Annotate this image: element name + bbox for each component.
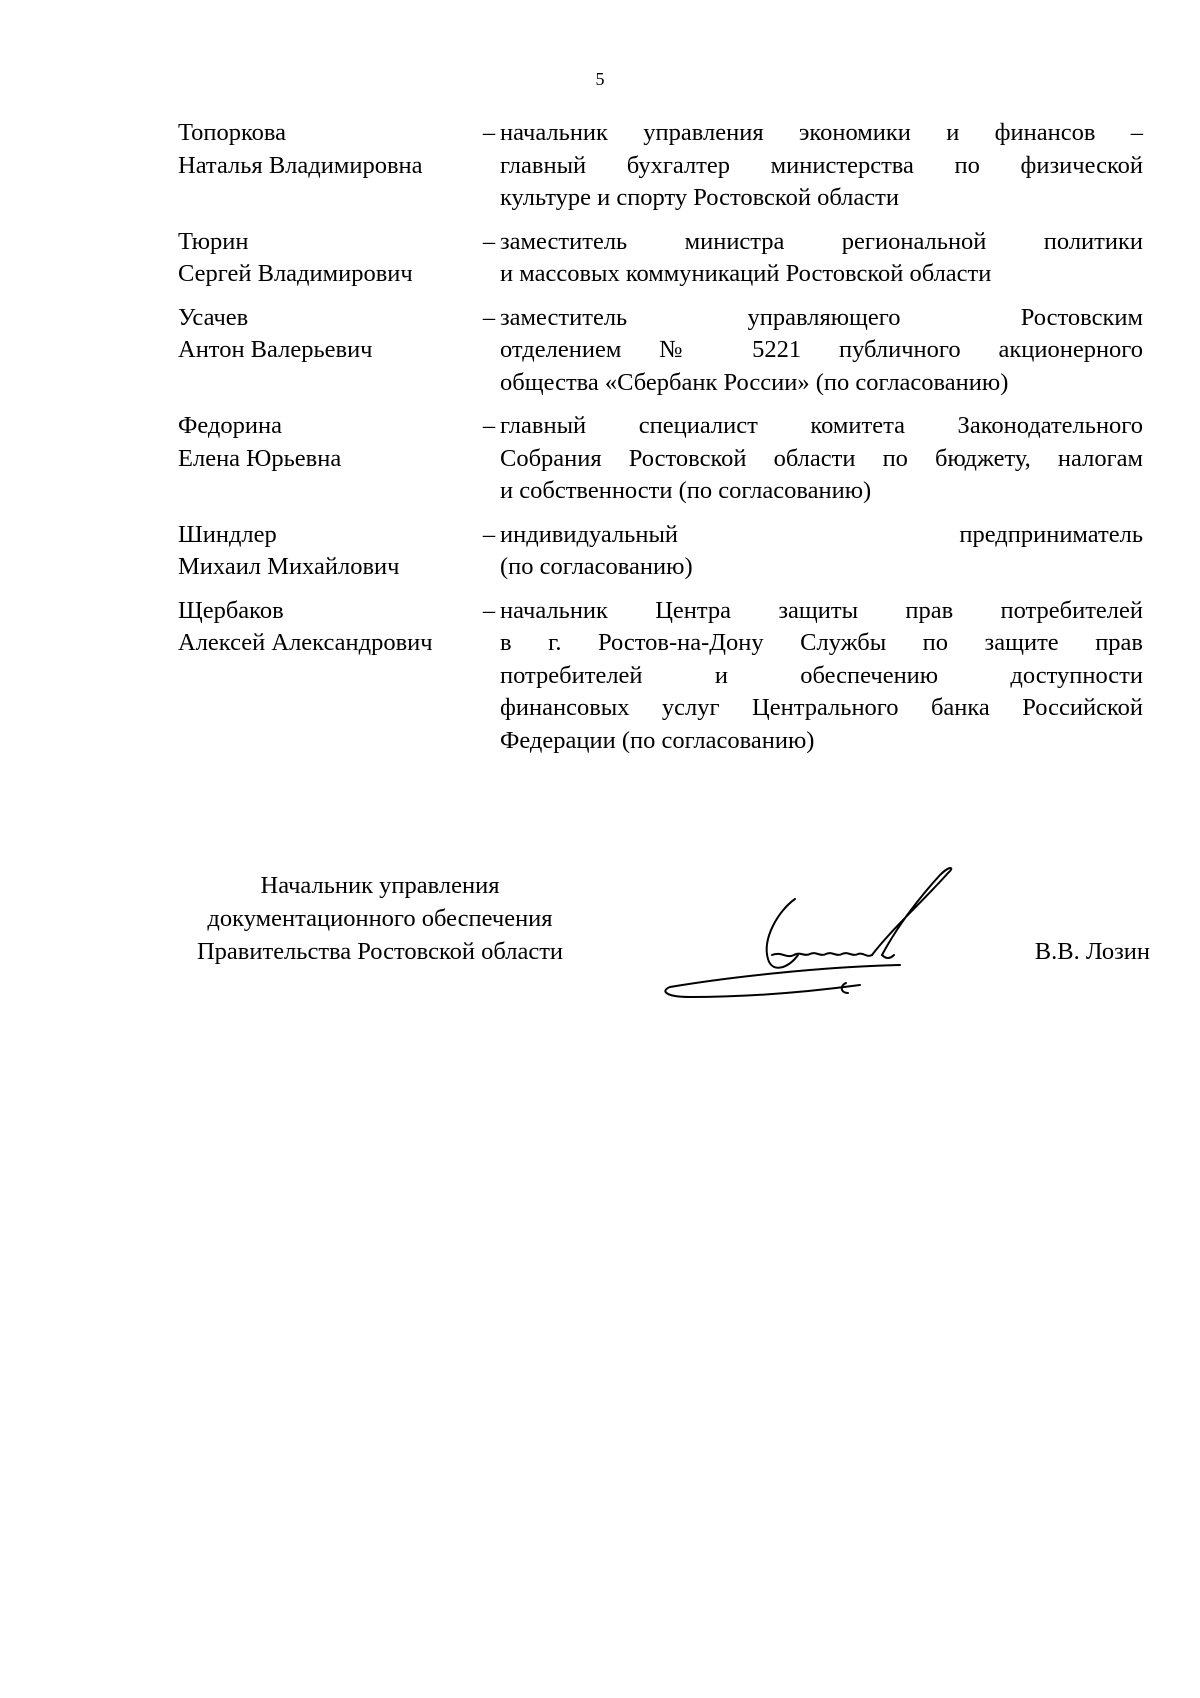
role-line: начальник управления экономики и финансов – (500, 119, 1143, 146)
member-name (178, 226, 478, 291)
members-list (178, 117, 1143, 768)
member-name (178, 595, 478, 660)
member-dash: – (482, 596, 496, 624)
member-entry (178, 410, 1143, 508)
role-line: в г. Ростов-на-Дону Службы по защите прав (500, 629, 1143, 656)
member-given-names: Михаил Михайлович (178, 553, 400, 580)
member-name (178, 410, 478, 475)
member-role (500, 117, 1143, 215)
role-line: потребителей и обеспечению доступности (500, 661, 1143, 689)
signature-stroke (665, 985, 860, 997)
signature-block (160, 869, 1150, 1009)
member-entry (178, 117, 1143, 215)
member-entry (178, 595, 1143, 758)
role-line: и массовых коммуникаций Ростовской области (500, 260, 992, 287)
member-role (500, 595, 1143, 758)
role-line: отделением № 5221 публичного акционерного (500, 336, 1143, 363)
role-line: индивидуальный предприниматель (500, 520, 1143, 548)
member-surname: Усачев (178, 303, 249, 331)
role-line: Собрания Ростовской области по бюджету, налогам (500, 444, 1143, 472)
signature-stroke (842, 983, 848, 993)
member-dash: – (482, 303, 496, 331)
member-given-names: Наталья Владимировна (178, 151, 423, 179)
role-line: Федерации (по согласованию) (500, 726, 815, 754)
signature-stroke (767, 899, 798, 968)
member-surname: Щербаков (178, 596, 284, 624)
member-dash: – (482, 412, 496, 439)
role-line: главный специалист комитета Законодательного (500, 412, 1143, 439)
signature-stroke (882, 955, 894, 958)
signatory-title (160, 869, 600, 968)
member-dash: – (482, 227, 496, 255)
role-line: финансовых услуг Центрального банка Российской (500, 694, 1143, 721)
member-entry (178, 519, 1143, 584)
member-given-names: Елена Юрьевна (178, 444, 342, 472)
signature-stroke (772, 953, 872, 956)
page-number: 5 (595, 69, 605, 89)
role-line: общества «Сбербанк России» (по согласованию) (500, 368, 1009, 396)
member-dash: – (482, 119, 496, 146)
member-dash: – (482, 520, 496, 548)
role-line: заместитель управляющего Ростовским (500, 303, 1143, 331)
role-line: (по согласованию) (500, 553, 693, 580)
member-entry (178, 302, 1143, 400)
member-role (500, 519, 1143, 584)
signatory-title-line: Правительства Ростовской области (196, 938, 564, 965)
member-surname: Шиндлер (178, 520, 277, 548)
member-entry (178, 226, 1143, 291)
member-name (178, 519, 478, 584)
member-role (500, 226, 1143, 291)
member-given-names: Алексей Александрович (178, 629, 433, 656)
signature-stroke (670, 965, 900, 987)
role-line: и собственности (по согласованию) (500, 477, 872, 504)
role-line: главный бухгалтер министерства по физической (500, 151, 1143, 179)
member-surname: Федорина (178, 412, 282, 439)
member-given-names: Антон Валерьевич (178, 336, 373, 363)
member-given-names: Сергей Владимирович (178, 260, 413, 287)
role-line: культуре и спорту Ростовской области (500, 184, 899, 211)
signer-name: В.В. Лозин (1034, 938, 1150, 965)
member-role (500, 410, 1143, 508)
member-name (178, 302, 478, 367)
signatory-title-line: документационного обеспечения (207, 905, 553, 932)
member-surname: Топоркова (178, 119, 287, 146)
handwritten-signature (650, 859, 970, 1009)
signature-stroke (872, 868, 951, 955)
role-line: заместитель министра региональной политики (500, 227, 1143, 255)
member-role (500, 302, 1143, 400)
member-surname: Тюрин (178, 227, 249, 255)
role-line: начальник Центра защиты прав потребителей (500, 596, 1143, 624)
signatory-title-line: Начальник управления (260, 872, 500, 899)
member-name (178, 117, 478, 182)
